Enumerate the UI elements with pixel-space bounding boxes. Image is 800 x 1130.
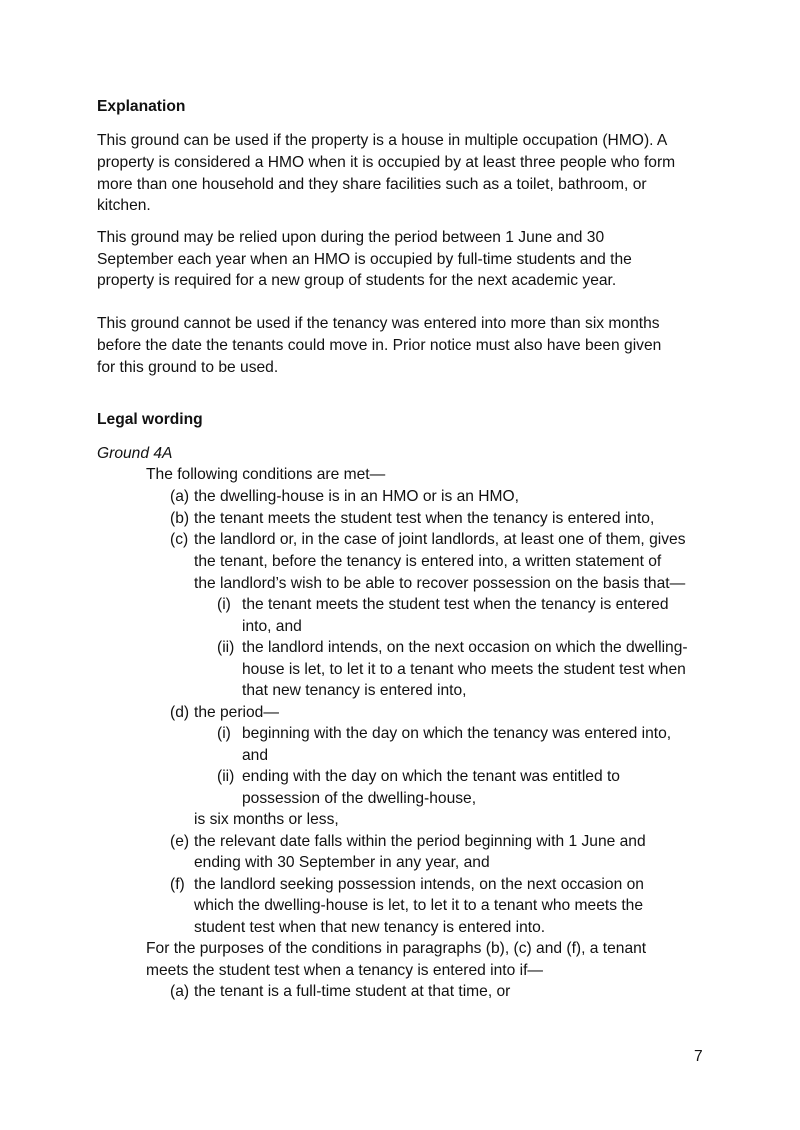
text-line: into, and	[242, 618, 302, 635]
condition-label: (a)	[170, 983, 190, 1000]
text-line: the landlord intends, on the next occasion on which the dwelling-	[242, 639, 688, 656]
text-line: ending with the day on which the tenant was entitled to	[242, 768, 620, 785]
text-line: that new tenancy is entered into,	[242, 682, 467, 699]
condition-label: (f)	[170, 876, 185, 893]
condition-label: (ii)	[217, 639, 235, 656]
conditions-intro: The following conditions are met—	[146, 466, 386, 483]
text-line: before the date the tenants could move in. Prior notice must also have been given	[97, 337, 662, 354]
condition-label: (c)	[170, 531, 189, 548]
text-line: kitchen.	[97, 197, 151, 214]
text-line: for this ground to be used.	[97, 359, 279, 376]
page-number: 7	[694, 1048, 703, 1065]
text-line: This ground may be relied upon during the period between 1 June and 30	[97, 229, 605, 246]
condition-label: (e)	[170, 833, 190, 850]
text-line: house is let, to let it to a tenant who meets the student test when	[242, 661, 686, 678]
text-line: student test when that new tenancy is entered into.	[194, 919, 546, 936]
text-line: the relevant date falls within the period beginning with 1 June and	[194, 833, 646, 850]
condition-label: (i)	[217, 725, 231, 742]
text-line: property is required for a new group of students for the next academic year.	[97, 272, 617, 289]
text-line: the tenant meets the student test when the tenancy is entered	[242, 596, 669, 613]
condition-label: (ii)	[217, 768, 235, 785]
text-line: and	[242, 747, 269, 764]
condition-d-tail: is six months or less,	[194, 811, 339, 828]
text-line: This ground cannot be used if the tenancy was entered into more than six months	[97, 315, 660, 332]
legal-wording-heading: Legal wording	[97, 411, 203, 428]
text-line: the tenant meets the student test when the tenancy is entered into,	[194, 510, 655, 527]
ground-title: Ground 4A	[97, 445, 173, 462]
text-line: the tenant is a full-time student at that time, or	[194, 983, 511, 1000]
explanation-heading: Explanation	[97, 98, 186, 115]
text-line: which the dwelling-house is let, to let it to a tenant who meets the	[194, 897, 644, 914]
condition-label: (d)	[170, 704, 190, 721]
text-line: the landlord or, in the case of joint landlords, at least one of them, gives	[194, 531, 686, 548]
text-line: the landlord seeking possession intends, on the next occasion on	[194, 876, 644, 893]
text-line: more than one household and they share facilities such as a toilet, bathroom, or	[97, 176, 647, 193]
text-line: the dwelling-house is in an HMO or is an HMO,	[194, 488, 520, 505]
text-line: property is considered a HMO when it is occupied by at least three people who form	[97, 154, 676, 171]
text-line: the tenant, before the tenancy is entered into, a written statement of	[194, 553, 662, 570]
text-line: the landlord’s wish to be able to recover possession on the basis that—	[194, 575, 686, 592]
text-line: This ground can be used if the property is a house in multiple occupation (HMO). A	[97, 132, 668, 149]
text-line: For the purposes of the conditions in paragraphs (b), (c) and (f), a tenant	[146, 940, 647, 957]
condition-label: (i)	[217, 596, 231, 613]
text-line: the period—	[194, 704, 279, 721]
condition-label: (b)	[170, 510, 190, 527]
text-line: meets the student test when a tenancy is entered into if—	[146, 962, 544, 979]
text-line: possession of the dwelling-house,	[242, 790, 477, 807]
text-line: September each year when an HMO is occupied by full-time students and the	[97, 251, 632, 268]
text-line: beginning with the day on which the tenancy was entered into,	[242, 725, 672, 742]
text-line: ending with 30 September in any year, and	[194, 854, 490, 871]
condition-label: (a)	[170, 488, 190, 505]
